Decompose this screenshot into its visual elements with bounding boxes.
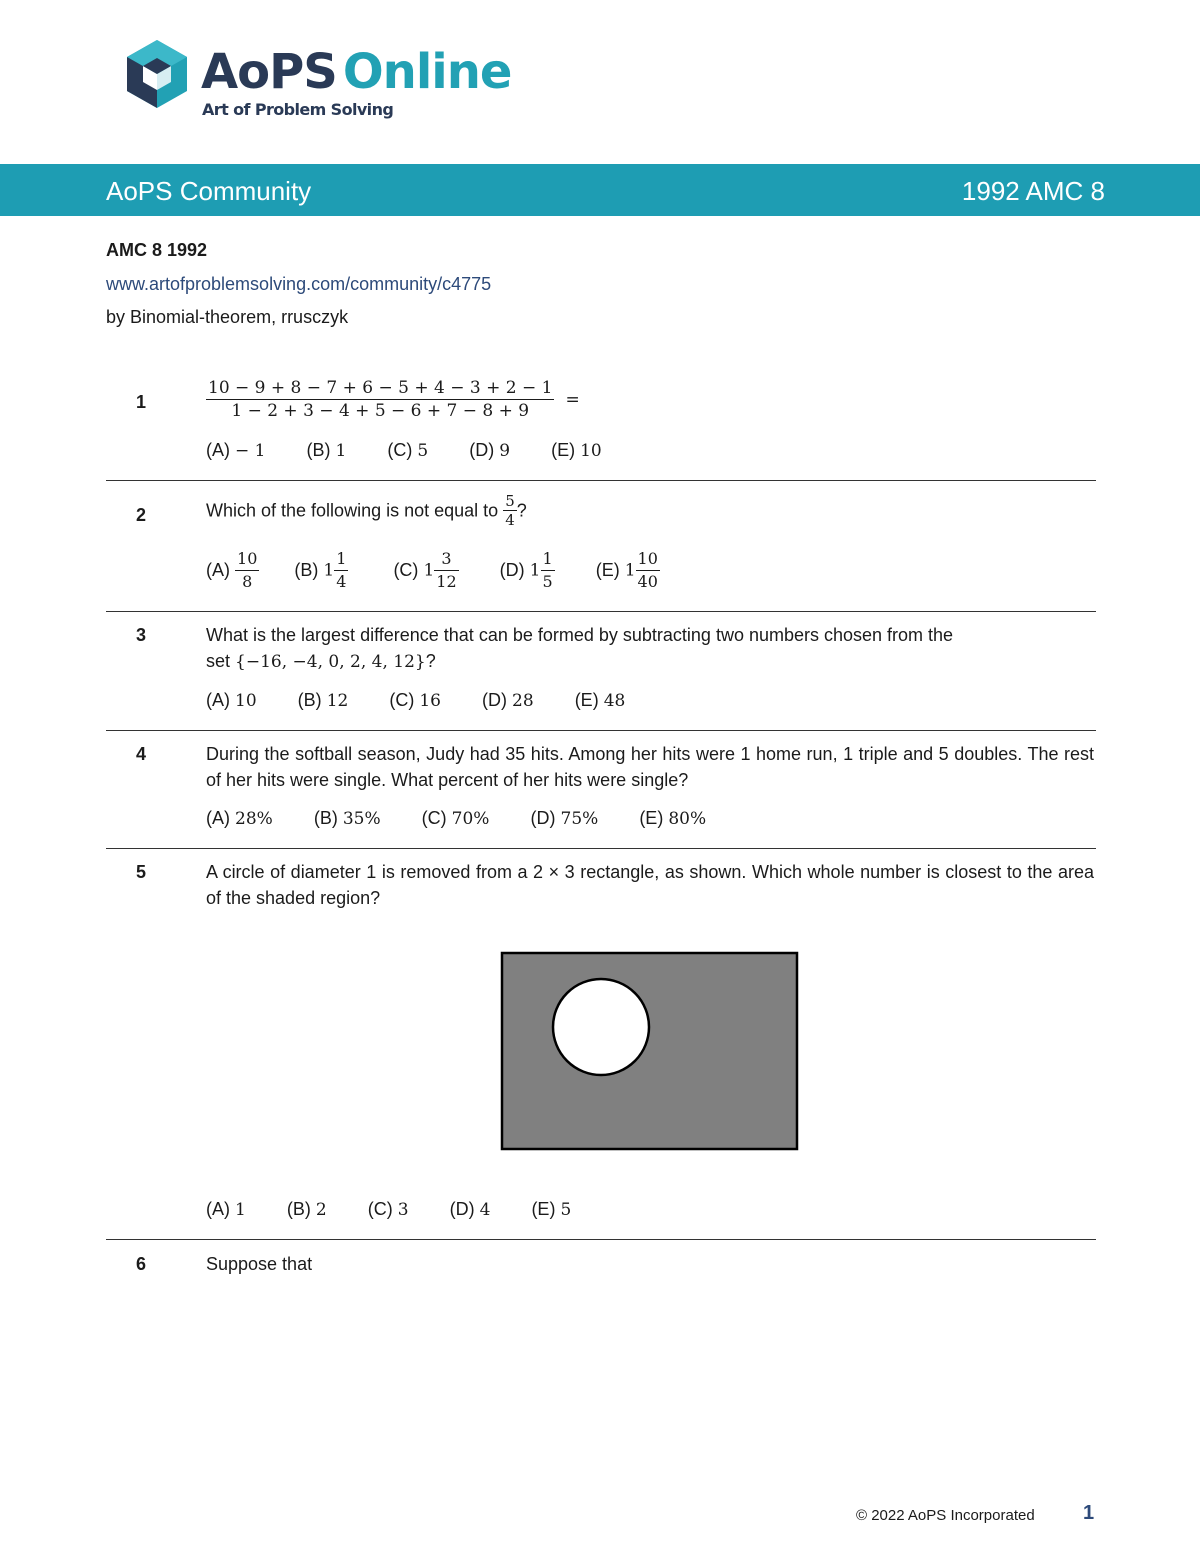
problem-text: During the softball season, Judy had 35 hits. Among her hits were 1 home run, 1 triple and 5 doubles. The rest of her hits were single. What percent of her hits were single? xyxy=(206,744,1094,790)
answer-choice[interactable] xyxy=(314,808,381,829)
problem-divider xyxy=(106,730,1096,731)
logo-wordmark xyxy=(201,42,511,102)
answer-choice[interactable] xyxy=(206,1199,246,1220)
choice-label: (E) xyxy=(551,440,576,460)
choice-value: − 1 xyxy=(235,441,266,461)
choice-label: (A) xyxy=(206,808,230,828)
problem-2-choices xyxy=(206,548,696,593)
choice-value: 4 xyxy=(479,1200,491,1220)
answer-choice[interactable] xyxy=(393,548,458,593)
logo-secondary: Online xyxy=(342,44,512,100)
problem-3-statement xyxy=(206,622,1094,675)
choice-value: 28% xyxy=(235,809,273,829)
answer-choice[interactable] xyxy=(206,690,257,711)
choice-value: 35% xyxy=(342,809,381,829)
choice-value: 80% xyxy=(668,809,707,829)
fraction-numerator: 1 xyxy=(541,548,555,571)
choice-value: 10 xyxy=(235,691,257,711)
fraction xyxy=(541,548,555,593)
problem-5-choices xyxy=(206,1199,607,1220)
problem-1-statement xyxy=(206,377,1094,422)
fraction-denominator: 5 xyxy=(542,572,553,591)
fraction-denominator: 8 xyxy=(242,572,253,591)
answer-choice[interactable] xyxy=(482,690,534,711)
choice-value: 10 xyxy=(580,441,602,461)
fraction-denominator: 12 xyxy=(436,572,457,591)
fraction-denominator: 4 xyxy=(336,572,347,591)
choice-label: (C) xyxy=(367,1199,393,1219)
choice-label: (D) xyxy=(449,1199,475,1219)
answer-choice[interactable] xyxy=(500,548,555,593)
copyright-notice: © 2022 AoPS Incorporated xyxy=(856,1507,1035,1524)
problem-text: set xyxy=(206,651,236,671)
answer-choice[interactable] xyxy=(530,808,598,829)
choice-label: (B) xyxy=(306,440,331,460)
answer-choice[interactable] xyxy=(639,808,706,829)
choice-label: (D) xyxy=(482,690,508,710)
problem-text: A circle of diameter 1 is removed from a 2 × 3 rectangle, as shown. Which whole number is closest to the area of the shaded region? xyxy=(206,862,1094,908)
problem-text: Suppose that xyxy=(206,1254,313,1274)
question-mark: ? xyxy=(516,500,527,521)
choice-value: 3 xyxy=(397,1200,409,1220)
fraction-denominator: 1 − 2 + 3 − 4 + 5 − 6 + 7 − 8 + 9 xyxy=(231,401,530,421)
answer-choice[interactable] xyxy=(575,690,626,711)
choice-value: 75% xyxy=(560,809,599,829)
choice-label: (B) xyxy=(294,560,319,580)
choice-value: 1 xyxy=(335,441,347,461)
mixed-whole: 1 xyxy=(624,560,636,581)
problem-1-choices xyxy=(206,440,638,461)
problem-divider xyxy=(106,1239,1096,1240)
choice-value: 5 xyxy=(560,1200,572,1220)
choice-label: (E) xyxy=(531,1199,556,1219)
aops-cube-icon xyxy=(125,38,189,110)
problem-text: Which of the following is not equal to xyxy=(206,500,499,521)
choice-label: (C) xyxy=(389,690,415,710)
answer-choice[interactable] xyxy=(206,808,273,829)
answer-choice[interactable] xyxy=(368,1199,409,1220)
problem-2-statement xyxy=(206,492,1094,529)
mixed-whole: 1 xyxy=(529,560,541,581)
answer-choice[interactable] xyxy=(596,548,660,593)
community-title: AoPS Community xyxy=(106,176,312,206)
fraction-numerator: 10 xyxy=(235,548,259,571)
choice-value: 12 xyxy=(326,691,349,711)
problem-number: 5 xyxy=(136,862,147,882)
answer-choice[interactable] xyxy=(551,440,602,461)
problem-number: 4 xyxy=(136,744,147,764)
problem-4-choices xyxy=(206,808,742,829)
page-number: 1 xyxy=(1083,1502,1095,1524)
answer-choice[interactable] xyxy=(206,548,259,593)
answer-choice[interactable] xyxy=(387,440,428,461)
community-link[interactable]: www.artofproblemsolving.com/community/c4775 xyxy=(106,274,492,294)
fraction xyxy=(434,548,458,593)
choice-label: (A) xyxy=(206,440,230,460)
equals-sign: = xyxy=(565,389,580,410)
choice-value: 16 xyxy=(419,691,441,711)
logo-primary: AoPS xyxy=(201,44,337,100)
contest-title: 1992 AMC 8 xyxy=(961,176,1105,206)
logo-tagline: Art of Problem Solving xyxy=(202,100,394,119)
choice-label: (C) xyxy=(421,808,447,828)
choice-label: (B) xyxy=(313,808,338,828)
removed-circle xyxy=(553,979,649,1075)
fraction xyxy=(636,548,660,593)
problem-text: What is the largest difference that can be formed by subtracting two numbers chosen from the xyxy=(206,625,954,645)
choice-value: 70% xyxy=(451,809,490,829)
fraction-denominator: 4 xyxy=(505,511,515,529)
answer-choice[interactable] xyxy=(469,440,510,461)
number-set: {−16, −4, 0, 2, 4, 12} xyxy=(235,652,426,672)
choice-value: 5 xyxy=(417,441,429,461)
shaded-rectangle xyxy=(502,953,797,1149)
problem-divider xyxy=(106,611,1096,612)
answer-choice[interactable] xyxy=(422,808,490,829)
answer-choice[interactable] xyxy=(307,440,347,461)
fraction-numerator: 10 − 9 + 8 − 7 + 6 − 5 + 4 − 3 + 2 − 1 xyxy=(208,378,553,398)
choice-label: (A) xyxy=(206,1199,230,1219)
choice-label: (A) xyxy=(206,560,230,580)
fraction-numerator: 10 xyxy=(636,548,660,571)
choice-label: (D) xyxy=(469,440,495,460)
choice-label: (B) xyxy=(286,1199,311,1219)
choice-value: 1 xyxy=(235,1200,246,1220)
mixed-whole: 1 xyxy=(423,560,435,581)
choice-value: 9 xyxy=(499,441,511,461)
mixed-whole: 1 xyxy=(323,560,335,581)
fraction xyxy=(334,548,348,593)
fraction xyxy=(235,548,259,593)
answer-choice[interactable] xyxy=(294,548,348,593)
problem-number: 1 xyxy=(136,392,147,412)
choice-value: 48 xyxy=(603,691,626,711)
answer-choice[interactable] xyxy=(531,1199,571,1220)
choice-label: (E) xyxy=(574,690,599,710)
fraction xyxy=(503,492,517,529)
question-mark: ? xyxy=(425,651,436,671)
authors: by Binomial-theorem, rrusczyk xyxy=(106,307,349,327)
choice-label: (C) xyxy=(393,560,419,580)
problem-number: 6 xyxy=(136,1254,147,1274)
problem-number: 3 xyxy=(136,625,147,645)
problem-text-line2 xyxy=(206,648,1094,675)
choice-label: (D) xyxy=(499,560,525,580)
problem-number: 2 xyxy=(136,505,147,525)
problem-1-fraction xyxy=(206,377,554,422)
answer-choice[interactable] xyxy=(389,690,441,711)
answer-choice[interactable] xyxy=(450,1199,491,1220)
choice-label: (B) xyxy=(297,690,322,710)
fraction-numerator: 3 xyxy=(434,548,458,571)
choice-label: (C) xyxy=(387,440,413,460)
fraction-numerator: 5 xyxy=(505,492,515,510)
choice-label: (E) xyxy=(639,808,664,828)
answer-choice[interactable] xyxy=(298,690,349,711)
header-band xyxy=(0,164,1200,216)
choice-label: (E) xyxy=(595,560,620,580)
fraction-denominator: 40 xyxy=(637,572,658,591)
problem-3-choices xyxy=(206,690,661,711)
choice-value: 2 xyxy=(315,1200,327,1220)
problem-divider xyxy=(106,480,1096,481)
page-title: AMC 8 1992 xyxy=(106,240,208,260)
choice-label: (D) xyxy=(530,808,556,828)
choice-value: 28 xyxy=(512,691,534,711)
aops-online-logo[interactable] xyxy=(125,38,525,128)
answer-choice[interactable] xyxy=(206,440,265,461)
shaded-rectangle-figure xyxy=(500,951,800,1153)
fraction-numerator: 1 xyxy=(334,548,348,571)
problem-divider xyxy=(106,848,1096,849)
choice-label: (A) xyxy=(206,690,230,710)
answer-choice[interactable] xyxy=(287,1199,327,1220)
